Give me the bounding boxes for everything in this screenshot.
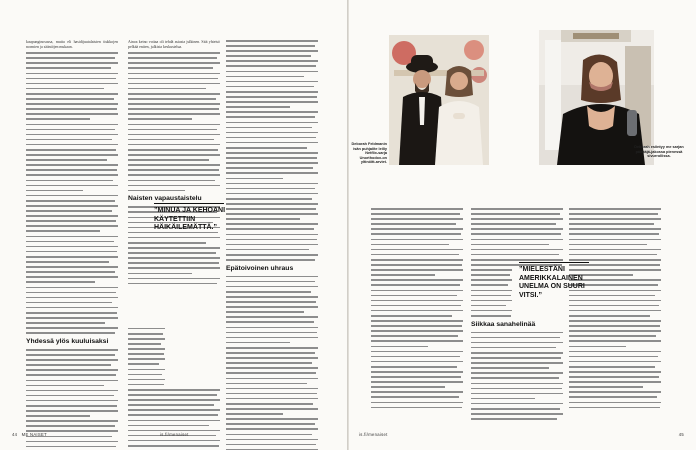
photo-couple bbox=[389, 35, 489, 165]
right-footer-page bbox=[679, 432, 684, 437]
pull-quote-right bbox=[519, 262, 603, 300]
text-lines bbox=[226, 40, 318, 261]
quote-rule bbox=[519, 262, 589, 263]
right-col2-heading: Siikkaa sanahelinää bbox=[471, 320, 536, 328]
site-url: is.fi/menaiset bbox=[160, 432, 189, 437]
col2-text: Ainoa keino vottaa oli tehdä asiasta julkinen. Sitä yhteisö pelkää eniten, julkista keskustelua. bbox=[128, 40, 220, 50]
left-column-2 bbox=[128, 40, 220, 450]
couple-photo-image bbox=[389, 35, 489, 165]
page-number: 44 bbox=[12, 432, 18, 437]
left-column-3 bbox=[226, 40, 318, 450]
right-page bbox=[349, 0, 696, 450]
text-lines bbox=[471, 332, 563, 420]
page-number: 45 bbox=[678, 432, 684, 437]
left-footer-site bbox=[160, 432, 189, 437]
text-lines bbox=[226, 276, 318, 450]
col3-heading: Epätoivoinen uhraus bbox=[226, 264, 294, 272]
text-lines bbox=[128, 52, 220, 191]
pull-quote-left bbox=[154, 203, 230, 233]
caption-photo-left bbox=[351, 142, 387, 165]
text-lines bbox=[371, 208, 463, 408]
pull-quote-text: ”MINUA JA KEHOANI KÄYTETTIIN HÄIKÄILEMÄTTÄ.” bbox=[154, 207, 226, 231]
caption-photo-right bbox=[629, 145, 689, 159]
right-column-3 bbox=[569, 208, 661, 412]
left-footer bbox=[12, 432, 47, 437]
left-column-1 bbox=[26, 40, 118, 450]
right-pull-quote-text: ”MIELESTÄNI AMERIKKALAINEN UNELMA ON SUURI VITSI.” bbox=[519, 266, 585, 299]
col1-heading: Yhdessä ylös kuuluisaksi bbox=[26, 337, 109, 345]
right-column-2 bbox=[471, 208, 563, 423]
text-lines bbox=[569, 208, 661, 408]
right-column-1 bbox=[371, 208, 463, 412]
left-page bbox=[0, 0, 347, 450]
magazine-name: ME NAISET bbox=[21, 432, 47, 437]
right-footer-site bbox=[359, 432, 388, 437]
quote-space bbox=[128, 288, 220, 328]
text-lines bbox=[26, 52, 118, 334]
col2-heading: Naisten vapaustaistelu bbox=[128, 195, 202, 203]
col1-intro-text: kaupunginosassa, mutta eli hasidijuutalaisten tiukkojen normien ja sääntöjen mukaan. bbox=[26, 40, 118, 50]
quote-rule bbox=[154, 203, 224, 204]
site-url: is.fi/menaiset bbox=[359, 432, 388, 437]
caption-left-text: Deborah Feldmanin isän puhjaiite leiliy Netflix-sarja Unorthodox-on yltinöitt-arviet. bbox=[351, 142, 387, 165]
caption-right-text: Deborah esiintyy me sarjan päättäjä-jakossa pienessä sivurrollissa. bbox=[634, 145, 684, 159]
